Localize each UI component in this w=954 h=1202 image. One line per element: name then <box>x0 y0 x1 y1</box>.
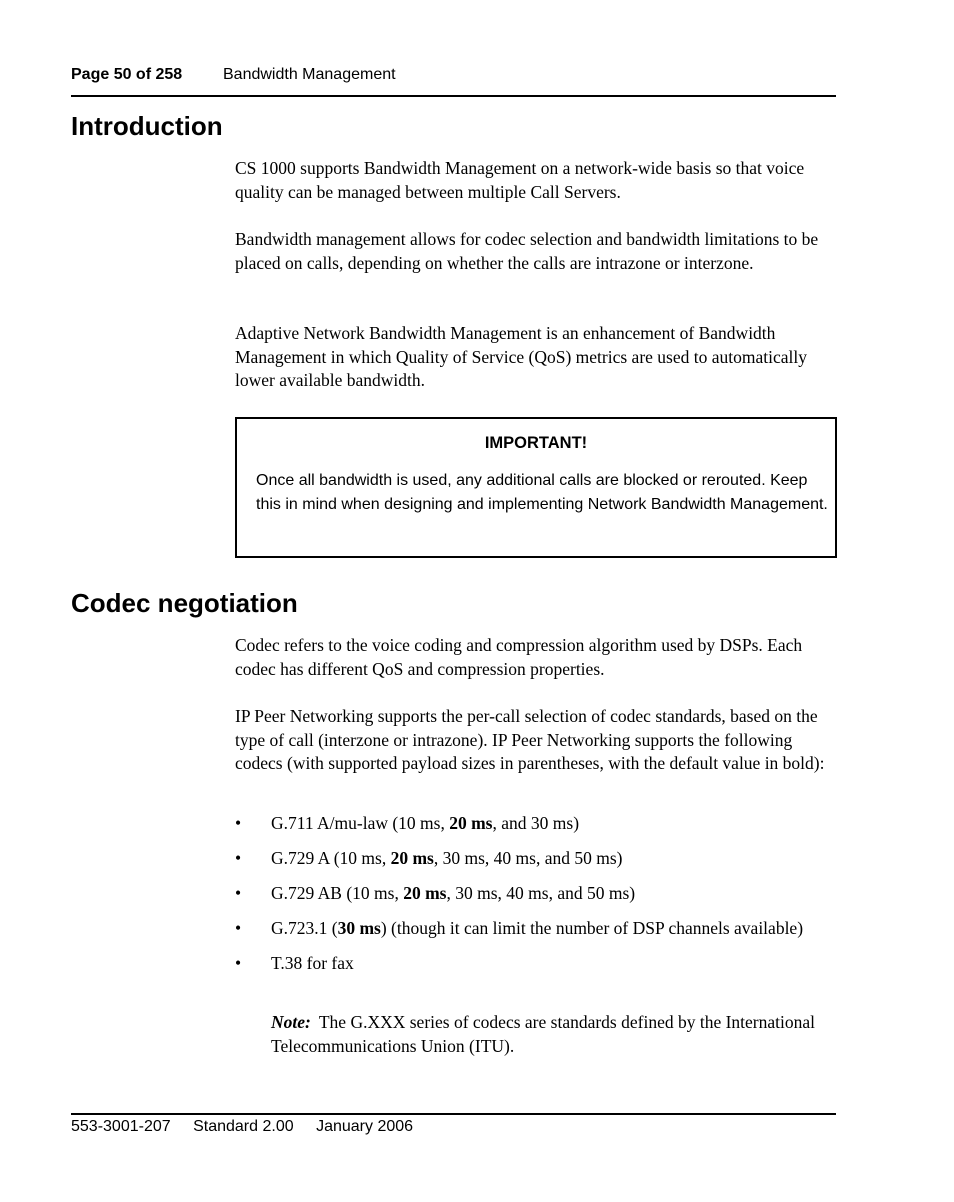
important-text: Once all bandwidth is used, any additional calls are blocked or rerouted. Keep this in mind when designing and implementing Network Bandwidth Management. <box>256 472 828 513</box>
intro-paragraph-2: Bandwidth management allows for codec selection and bandwidth limitations to be placed on calls, depending on whether the calls are intrazone or interzone. <box>235 229 819 273</box>
list-item: • G.711 A/mu-law (10 ms, 20 ms, and 30 ms) <box>235 812 835 836</box>
codec-negotiation-heading: Codec negotiation <box>71 588 298 618</box>
bullet-icon: • <box>235 953 242 973</box>
codec-list <box>235 812 835 987</box>
header-divider <box>71 95 836 97</box>
note <box>271 1011 831 1058</box>
page-header <box>71 66 396 84</box>
list-item: • G.729 A (10 ms, 20 ms, 30 ms, 40 ms, and 50 ms) <box>235 847 835 871</box>
important-title: IMPORTANT! <box>484 434 588 452</box>
bullet-icon: • <box>235 918 242 938</box>
introduction-heading: Introduction <box>71 111 223 141</box>
document-number: 553-3001-207 <box>71 1118 171 1135</box>
list-item: • G.723.1 (30 ms) (though it can limit the number of DSP channels available) <box>235 917 835 941</box>
intro-paragraph-1: CS 1000 supports Bandwidth Management on a network-wide basis so that voice quality can be managed between multiple Call Servers. <box>235 158 805 202</box>
note-text: The G.XXX series of codecs are standards defined by the International Telecommunications Union (ITU). <box>271 1012 815 1056</box>
note-label: Note: <box>271 1012 311 1032</box>
bullet-icon: • <box>235 848 242 868</box>
intro-paragraph-3: Adaptive Network Bandwidth Management is an enhancement of Bandwidth Management in which Quality of Service (QoS) metrics are used to automatically lower available bandwidth. <box>235 323 807 390</box>
page-footer <box>71 1118 431 1136</box>
section-title: Bandwidth Management <box>223 66 396 83</box>
list-item: • T.38 for fax <box>235 952 835 976</box>
bullet-icon: • <box>235 813 242 833</box>
bullet-icon: • <box>235 883 242 903</box>
document-date: January 2006 <box>316 1118 414 1135</box>
page-number: Page 50 of 258 <box>71 66 183 83</box>
list-item: • G.729 AB (10 ms, 20 ms, 30 ms, 40 ms, and 50 ms) <box>235 882 835 906</box>
codec-paragraph-1: Codec refers to the voice coding and compression algorithm used by DSPs. Each codec has different QoS and compression properties. <box>235 635 803 679</box>
document-standard: Standard 2.00 <box>193 1118 294 1135</box>
footer-divider <box>71 1113 836 1115</box>
codec-paragraph-2: IP Peer Networking supports the per-call selection of codec standards, based on the type of call (interzone or intrazone). IP Peer Networking supports the following codecs (with supported payload sizes in parentheses, with the default value in bold): <box>235 706 825 773</box>
important-notice-box <box>235 417 837 558</box>
